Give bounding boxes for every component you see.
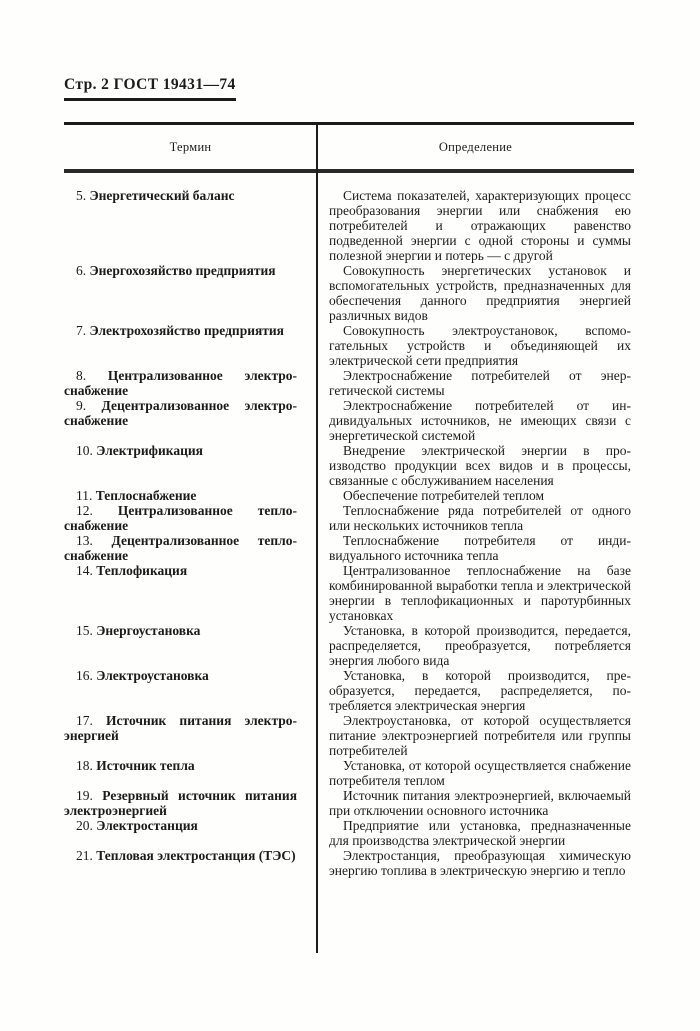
column-divider	[316, 122, 318, 953]
term-cell	[64, 503, 317, 533]
term-cell	[64, 368, 317, 398]
table-row	[64, 323, 634, 368]
definition-cell: Система показателей, характеризующих процесс преобразования энергии или снабжения ею потребителей и отражающих равенство подведенной энергии с одной стороны и суммы полезной энергии и потерь — с другой	[329, 188, 631, 263]
term-cell	[64, 668, 317, 713]
definition-cell: Установка, от которой осуществляется снабжение потребителя теплом	[329, 758, 631, 788]
definition-cell: Электроустановка, от которой осуществляется питание электроэнергией потребителя или группы потребителей	[329, 713, 631, 758]
term-text: Теплоснабжение	[95, 488, 197, 503]
term-cell	[64, 758, 317, 788]
table-row	[64, 263, 634, 323]
table-row	[64, 788, 634, 818]
table-row	[64, 488, 634, 503]
term-number: 11.	[76, 488, 93, 503]
term-number: 9.	[76, 398, 87, 413]
term-text: Электростанция	[96, 818, 198, 833]
term-number: 14.	[76, 563, 93, 578]
term-number: 5.	[76, 188, 87, 203]
table-row	[64, 503, 634, 533]
term-text: Теплофикация	[96, 563, 188, 578]
definition-cell: Установка, в которой производится, преобразуется, передается, распределяется, потребляется электрическая энергия	[329, 668, 631, 713]
term-text: Централизованное теплоснабжение	[64, 503, 297, 533]
table-row	[64, 188, 634, 263]
definition-cell: Совокупность электроустановок, вспомогательных устройств и объединяющей их электрической сети предприятия	[329, 323, 631, 368]
term-text: Энергохозяйство предприятия	[89, 263, 276, 278]
term-cell	[64, 263, 317, 323]
term-cell	[64, 533, 317, 563]
term-text: Источник питания электроэнергией	[64, 713, 297, 743]
term-number: 13.	[76, 533, 93, 548]
definition-cell: Электроснабжение потребителей от энергетической системы	[329, 368, 631, 398]
term-number: 15.	[76, 623, 93, 638]
term-text: Электроустановка	[96, 668, 209, 683]
table-row	[64, 818, 634, 848]
term-text: Электрификация	[96, 443, 203, 458]
column-header-term: Термин	[169, 139, 212, 154]
term-number: 7.	[76, 323, 87, 338]
term-text: Децентрализованное теплоснабжение	[64, 533, 297, 563]
term-number: 12.	[76, 503, 93, 518]
definition-cell: Электростанция, преобразующая химическую энергию топлива в электрическую энергию и тепло	[329, 848, 631, 878]
term-number: 18.	[76, 758, 93, 773]
term-cell	[64, 188, 317, 263]
term-cell	[64, 818, 317, 848]
page-header: Стр. 2 ГОСТ 19431—74	[64, 76, 236, 101]
term-number: 16.	[76, 668, 93, 683]
definition-cell: Источник питания электроэнергией, включаемый при отключении основного источника	[329, 788, 631, 818]
term-text: Источник тепла	[96, 758, 195, 773]
term-text: Децентрализованное электроснабжение	[64, 398, 298, 428]
table-row	[64, 713, 634, 758]
term-cell	[64, 323, 317, 368]
terms-table	[64, 122, 634, 878]
term-cell	[64, 788, 317, 818]
term-cell	[64, 563, 317, 623]
table-row	[64, 758, 634, 788]
table-row	[64, 533, 634, 563]
definition-cell: Внедрение электрической энергии в производство продукции всех видов и в процессы, связанные с обслуживанием населения	[329, 443, 631, 488]
definition-cell: Предприятие или установка, предназначенные для производства электрической энергии	[329, 818, 631, 848]
term-text: Энергоустановка	[96, 623, 201, 638]
column-header-definition: Определение	[438, 139, 513, 154]
definition-cell: Электроснабжение потребителей от индивидуальных источников, не имеющих связи с энергетической системой	[329, 398, 631, 443]
definition-cell: Совокупность энергетических установок и вспомогательных устройств, предназначенных для обеспечения данного предприятия энергией различных видов	[329, 263, 631, 323]
term-cell	[64, 488, 317, 503]
term-number: 8.	[76, 368, 87, 383]
table-row	[64, 848, 634, 878]
table-row	[64, 398, 634, 443]
term-text: Тепловая электростанция (ТЭС)	[96, 848, 296, 863]
table-row	[64, 368, 634, 398]
definition-cell: Установка, в которой производится, передается, распределяется, преобразуется, потребляется энергия любого вида	[329, 623, 631, 668]
term-cell	[64, 848, 317, 878]
table-row	[64, 668, 634, 713]
term-cell	[64, 713, 317, 758]
term-number: 10.	[76, 443, 93, 458]
definition-cell: Централизованное теплоснабжение на базе комбинированной выработки тепла и электрической энергии в теплофикационных и паротурбинных установках	[329, 563, 631, 623]
table-header-row	[64, 122, 634, 173]
definition-cell: Обеспечение потребителей теплом	[343, 488, 545, 503]
table-row	[64, 563, 634, 623]
term-text: Резервный источник питания электроэнергией	[64, 788, 297, 818]
table-row	[64, 623, 634, 668]
definition-cell: Теплоснабжение потребителя от индивидуального источника тепла	[329, 533, 631, 563]
term-text: Энергетический баланс	[89, 188, 235, 203]
term-cell	[64, 443, 317, 488]
term-number: 19.	[76, 788, 93, 803]
term-cell	[64, 623, 317, 668]
term-number: 17.	[76, 713, 93, 728]
term-cell	[64, 398, 317, 443]
definition-cell: Теплоснабжение ряда потребителей от одного или нескольких источников тепла	[329, 503, 631, 533]
term-number: 21.	[76, 848, 93, 863]
term-number: 6.	[76, 263, 87, 278]
table-body	[64, 173, 634, 878]
term-text: Электрохозяйство предприятия	[89, 323, 284, 338]
table-row	[64, 443, 634, 488]
term-number: 20.	[76, 818, 93, 833]
term-text: Централизованное электроснабжение	[64, 368, 298, 398]
